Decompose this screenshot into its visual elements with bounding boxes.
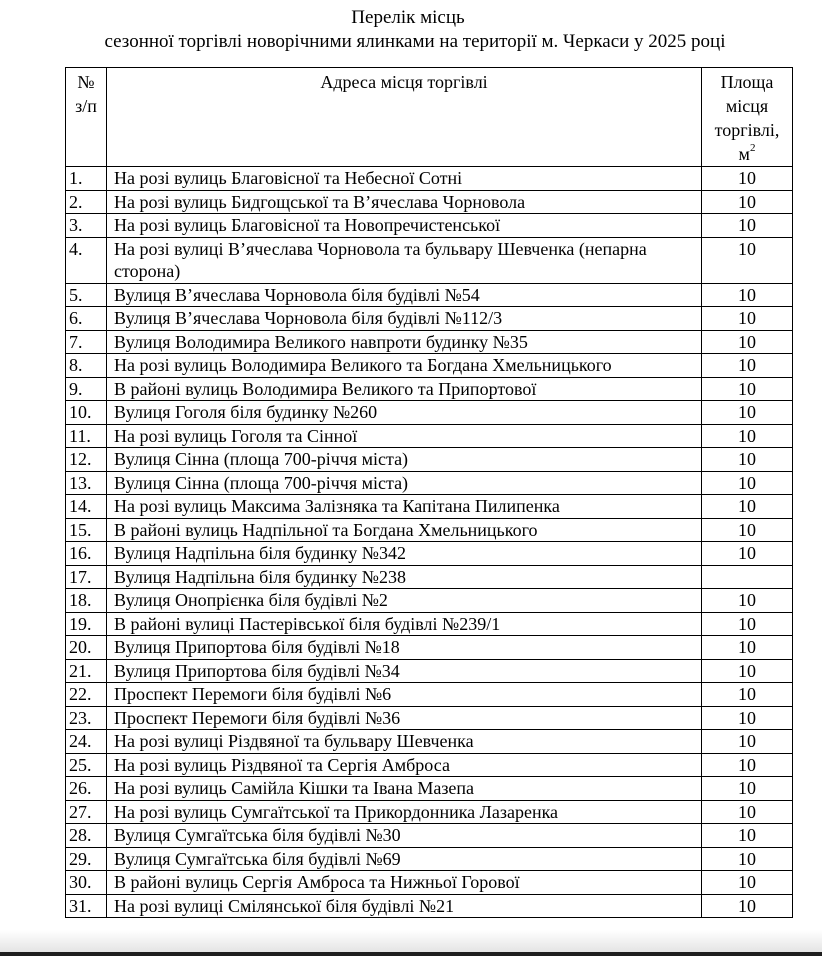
table-row xyxy=(66,777,793,801)
row-number: 26. xyxy=(66,777,107,801)
row-area: 10 xyxy=(702,824,793,848)
row-address: Вулиця В’ячеслава Чорновола біля будівлі №112/3 xyxy=(107,307,702,331)
row-address: Вулиця Припортова біля будівлі №34 xyxy=(107,659,702,683)
row-area: 10 xyxy=(702,214,793,238)
document-subtitle: сезонної торгівлі новорічними ялинками на території м. Черкаси у 2025 році xyxy=(104,31,726,52)
table-row xyxy=(66,424,793,448)
row-number: 15. xyxy=(66,518,107,542)
row-area: 10 xyxy=(702,448,793,472)
table-row xyxy=(66,542,793,566)
table-row xyxy=(66,283,793,307)
row-number: 7. xyxy=(66,330,107,354)
row-address: Проспект Перемоги біля будівлі №6 xyxy=(107,683,702,707)
row-area: 10 xyxy=(702,894,793,918)
row-address: На розі вулиць Гоголя та Сінної xyxy=(107,424,702,448)
row-number: 12. xyxy=(66,448,107,472)
row-area: 10 xyxy=(702,683,793,707)
table-row xyxy=(66,730,793,754)
table-row xyxy=(66,636,793,660)
row-area: 10 xyxy=(702,706,793,730)
header-number: № з/п xyxy=(66,68,107,167)
table-row xyxy=(66,237,793,283)
row-area: 10 xyxy=(702,659,793,683)
row-number: 31. xyxy=(66,894,107,918)
row-address: В районі вулиць Сергія Амброса та Нижньої Горової xyxy=(107,871,702,895)
table-row xyxy=(66,847,793,871)
table-row xyxy=(66,612,793,636)
row-number: 17. xyxy=(66,565,107,589)
row-area: 10 xyxy=(702,190,793,214)
table-row xyxy=(66,683,793,707)
row-address: Вулиця Сінна (площа 700-річчя міста) xyxy=(107,448,702,472)
row-number: 13. xyxy=(66,471,107,495)
table-row xyxy=(66,800,793,824)
table-row xyxy=(66,448,793,472)
row-area: 10 xyxy=(702,636,793,660)
row-area: 10 xyxy=(702,424,793,448)
row-address: Вулиця Сумгаїтська біля будівлі №30 xyxy=(107,824,702,848)
row-address: В районі вулиць Надпільної та Богдана Хмельницького xyxy=(107,518,702,542)
row-number: 1. xyxy=(66,167,107,191)
row-number: 30. xyxy=(66,871,107,895)
table-header-row xyxy=(66,68,793,167)
table-row xyxy=(66,214,793,238)
row-number: 11. xyxy=(66,424,107,448)
row-address: Проспект Перемоги біля будівлі №36 xyxy=(107,706,702,730)
row-address: На розі вулиць Різдвяної та Сергія Амброса xyxy=(107,753,702,777)
row-number: 20. xyxy=(66,636,107,660)
row-area: 10 xyxy=(702,612,793,636)
table-row xyxy=(66,565,793,589)
row-address: Вулиця Онопрієнка біля будівлі №2 xyxy=(107,589,702,613)
row-area: 10 xyxy=(702,471,793,495)
row-area: 10 xyxy=(702,307,793,331)
row-address: На розі вулиць Бидгощської та В’ячеслава Чорновола xyxy=(107,190,702,214)
row-number: 22. xyxy=(66,683,107,707)
table-row xyxy=(66,589,793,613)
row-area: 10 xyxy=(702,730,793,754)
row-address: На розі вулиці Різдвяної та бульвару Шевченка xyxy=(107,730,702,754)
row-address: Вулиця Гоголя біля будинку №260 xyxy=(107,401,702,425)
row-area: 10 xyxy=(702,777,793,801)
table-row xyxy=(66,401,793,425)
row-address: На розі вулиць Благовісної та Небесної Сотні xyxy=(107,167,702,191)
row-number: 2. xyxy=(66,190,107,214)
row-address: Вулиця Надпільна біля будинку №342 xyxy=(107,542,702,566)
row-address: На розі вулиць Самійла Кішки та Івана Мазепа xyxy=(107,777,702,801)
row-number: 6. xyxy=(66,307,107,331)
row-address: На розі вулиць Благовісної та Новопречистенської xyxy=(107,214,702,238)
row-address: На розі вулиці Смілянської біля будівлі №21 xyxy=(107,894,702,918)
row-area: 10 xyxy=(702,237,793,283)
row-number: 29. xyxy=(66,847,107,871)
row-area: 10 xyxy=(702,753,793,777)
row-number: 24. xyxy=(66,730,107,754)
document-title: Перелік місць xyxy=(351,7,465,28)
table-row xyxy=(66,753,793,777)
table-row xyxy=(66,330,793,354)
table-row xyxy=(66,495,793,519)
row-number: 10. xyxy=(66,401,107,425)
row-area: 10 xyxy=(702,330,793,354)
row-number: 28. xyxy=(66,824,107,848)
row-area: 10 xyxy=(702,589,793,613)
row-area: 10 xyxy=(702,847,793,871)
row-number: 8. xyxy=(66,354,107,378)
table-row xyxy=(66,894,793,918)
row-number: 25. xyxy=(66,753,107,777)
row-address: Вулиця Володимира Великого навпроти будинку №35 xyxy=(107,330,702,354)
row-area: 10 xyxy=(702,518,793,542)
table-row xyxy=(66,706,793,730)
row-address: На розі вулиць Сумгаїтської та Прикордонника Лазаренка xyxy=(107,800,702,824)
row-address: В районі вулиці Пастерівської біля будівлі №239/1 xyxy=(107,612,702,636)
row-number: 4. xyxy=(66,237,107,283)
header-area: Площа місця торгівлі, $м^2$ xyxy=(702,68,793,167)
table-row xyxy=(66,824,793,848)
table-row xyxy=(66,167,793,191)
row-address: На розі вулиць Максима Залізняка та Капітана Пилипенка xyxy=(107,495,702,519)
table-row xyxy=(66,871,793,895)
table-row xyxy=(66,190,793,214)
row-number: 9. xyxy=(66,377,107,401)
row-area xyxy=(702,565,793,589)
row-address: Вулиця В’ячеслава Чорновола біля будівлі №54 xyxy=(107,283,702,307)
row-area: 10 xyxy=(702,377,793,401)
row-area: 10 xyxy=(702,871,793,895)
row-address: Вулиця Сумгаїтська біля будівлі №69 xyxy=(107,847,702,871)
locations-table xyxy=(65,67,793,918)
row-area: 10 xyxy=(702,495,793,519)
row-area: 10 xyxy=(702,283,793,307)
row-address: Вулиця Надпільна біля будинку №238 xyxy=(107,565,702,589)
row-address: Вулиця Сінна (площа 700-річчя міста) xyxy=(107,471,702,495)
row-area: 10 xyxy=(702,401,793,425)
table-row xyxy=(66,354,793,378)
row-address: На розі вулиць Володимира Великого та Богдана Хмельницького xyxy=(107,354,702,378)
table-body xyxy=(66,167,793,918)
row-number: 16. xyxy=(66,542,107,566)
row-area: 10 xyxy=(702,354,793,378)
row-address: Вулиця Припортова біля будівлі №18 xyxy=(107,636,702,660)
row-area: 10 xyxy=(702,800,793,824)
table-row xyxy=(66,307,793,331)
table-row xyxy=(66,471,793,495)
page-bottom-shadow xyxy=(0,930,822,952)
header-address: Адреса місця торгівлі xyxy=(107,68,702,167)
row-number: 14. xyxy=(66,495,107,519)
row-number: 19. xyxy=(66,612,107,636)
viewer-bottom-bar xyxy=(0,952,822,956)
row-address: В районі вулиць Володимира Великого та Припортової xyxy=(107,377,702,401)
row-number: 5. xyxy=(66,283,107,307)
row-number: 3. xyxy=(66,214,107,238)
row-number: 27. xyxy=(66,800,107,824)
row-number: 21. xyxy=(66,659,107,683)
table-row xyxy=(66,659,793,683)
row-number: 23. xyxy=(66,706,107,730)
row-address: На розі вулиці В’ячеслава Чорновола та бульвару Шевченка (непарна сторона) xyxy=(107,237,702,283)
table-row xyxy=(66,518,793,542)
row-area: 10 xyxy=(702,542,793,566)
row-number: 18. xyxy=(66,589,107,613)
row-area: 10 xyxy=(702,167,793,191)
table-row xyxy=(66,377,793,401)
